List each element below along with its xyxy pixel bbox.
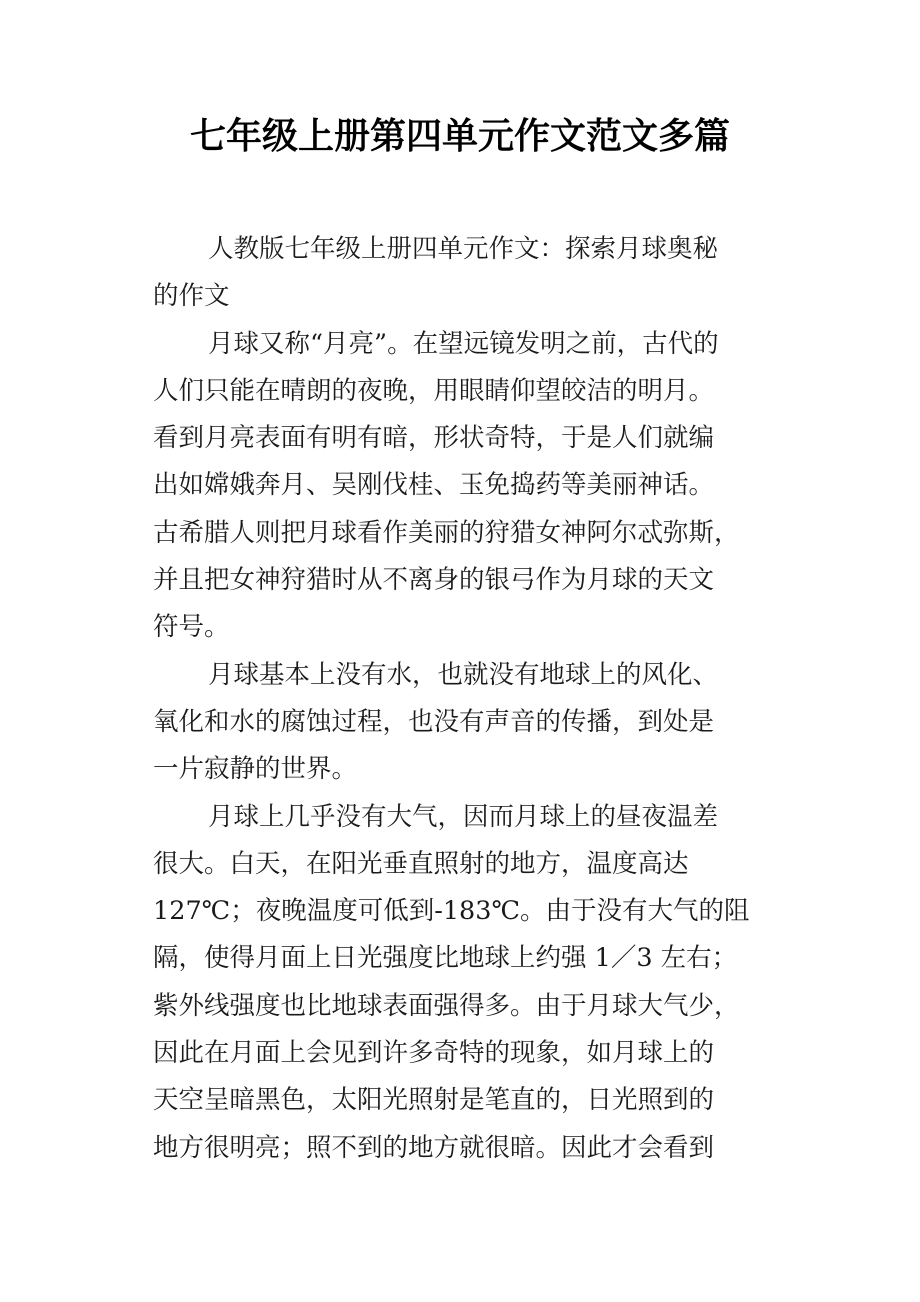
text-line: 地方很明亮；照不到的地方就很暗。因此才会看到 [153, 1132, 715, 1163]
text-line: 人教版七年级上册四单元作文：探索月球奥秘 [208, 234, 719, 264]
text-line: 的作文 [153, 281, 230, 312]
document-title: 七年级上册第四单元作文范文多篇 [189, 116, 730, 157]
text-line: 古希腊人则把月球看作美丽的狩猎女神阿尔忒弥斯， [153, 517, 740, 548]
text-line: 并且把女神狩猎时从不离身的银弓作为月球的天文 [153, 565, 715, 596]
text-line: 一片寂静的世界。 [153, 754, 358, 785]
text-line: 月球又称“月亮”。在望远镜发明之前，古代的 [208, 328, 719, 359]
text-line: 人们只能在晴朗的夜晚，用眼睛仰望皎洁的明月。 [153, 375, 715, 406]
text-line: 隔，使得月面上日光强度比地球上约强 1／3 左右； [153, 943, 738, 974]
document-body [153, 226, 793, 1172]
text-line: 127℃；夜晚温度可低到-183℃。由于没有大气的阻 [153, 896, 750, 927]
text-line: 月球基本上没有水，也就没有地球上的风化、 [208, 659, 719, 690]
text-line: 因此在月面上会见到许多奇特的现象，如月球上的 [153, 1038, 715, 1069]
text-line: 很大。白天，在阳光垂直照射的地方，温度高达 [153, 848, 689, 879]
text-line: 月球上几乎没有大气，因而月球上的昼夜温差 [208, 801, 719, 832]
text-line: 天空呈暗黑色，太阳光照射是笔直的，日光照到的 [153, 1085, 715, 1116]
text-line: 氧化和水的腐蚀过程，也没有声音的传播，到处是 [153, 706, 715, 737]
text-line: 符号。 [153, 612, 230, 643]
text-line: 出如嫦娥奔月、吴刚伐桂、玉免捣药等美丽神话。 [153, 470, 715, 501]
text-line: 看到月亮表面有明有暗，形状奇特，于是人们就编 [153, 423, 715, 454]
text-line: 紫外线强度也比地球表面强得多。由于月球大气少， [153, 990, 740, 1021]
